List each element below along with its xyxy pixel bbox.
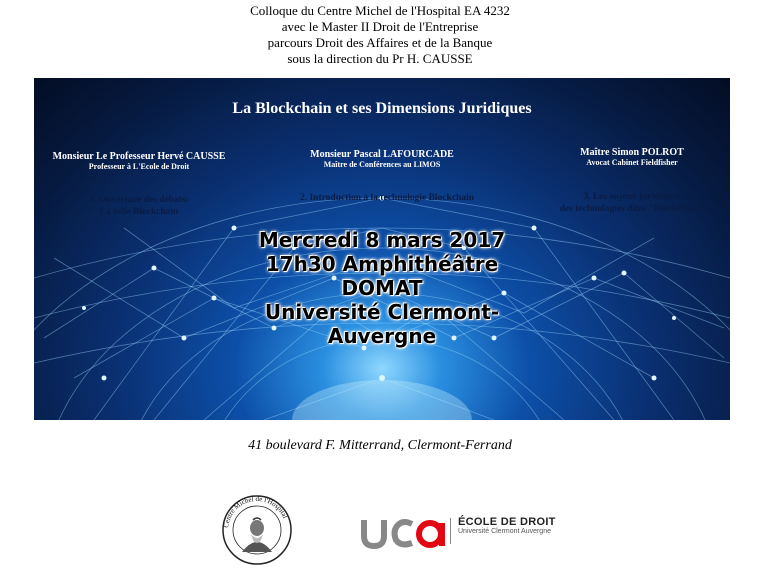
header-line-2: avec le Master II Droit de l'Entreprise xyxy=(281,19,479,34)
banner-title: La Blockchain et ses Dimensions Juridiques xyxy=(232,100,532,117)
header-line-1: Colloque du Centre Michel de l'Hospital EA 4232 xyxy=(250,3,510,18)
event-banner xyxy=(34,78,730,420)
speaker-3 xyxy=(534,147,730,167)
event-details xyxy=(34,228,730,348)
topic-1-line-2: La folie Blockchain xyxy=(99,207,179,217)
university-name: Université Clermont Auvergne xyxy=(458,528,551,535)
topic-3 xyxy=(534,191,730,215)
school-name: ÉCOLE DE DROIT xyxy=(458,516,556,528)
header-line-3: parcours Droit des Affaires et de la Banque xyxy=(267,35,493,50)
event-date: Mercredi 8 mars 2017 xyxy=(258,228,506,252)
speaker-2-role: Maître de Conférences au LIMOS xyxy=(323,160,441,169)
speaker-2-name: Monsieur Pascal LAFOURCADE xyxy=(310,149,454,160)
venue-address: 41 boulevard F. Mitterrand, Clermont-Ferrand xyxy=(248,438,512,453)
topic-1 xyxy=(54,194,224,218)
header-line-4: sous la direction du Pr H. CAUSSE xyxy=(287,51,473,66)
uca-ecole-de-droit-logo xyxy=(360,512,560,552)
speaker-3-role: Avocat Cabinet Fieldfisher xyxy=(586,158,678,167)
event-university-line-1: Université Clermont- xyxy=(264,300,500,324)
event-university-line-2: Auvergne xyxy=(327,324,437,348)
topic-2-line-1: 2. Introduction à la technologie Blockchain xyxy=(299,193,474,203)
logo-separator xyxy=(450,518,451,544)
topic-1-line-1: 1. Ouverture des débats: xyxy=(89,195,189,205)
speaker-1-name: Monsieur Le Professeur Hervé CAUSSE xyxy=(52,151,226,162)
centre-michel-de-l-hospital-seal xyxy=(218,490,296,566)
speaker-1-role: Professeur à L'Ecole de Droit xyxy=(88,162,190,171)
event-room: DOMAT xyxy=(341,276,423,300)
ecole-de-droit-text xyxy=(458,516,556,535)
topic-3-line-2: des technologies dites "Blockchain" xyxy=(559,204,705,214)
speaker-3-name: Maître Simon POLROT xyxy=(580,147,684,158)
speaker-2 xyxy=(277,149,487,169)
seal-icon xyxy=(218,490,296,566)
speaker-1 xyxy=(34,151,244,171)
uca-logo-icon xyxy=(360,512,450,552)
seal-text: Centre Michel de l'Hospital xyxy=(222,494,290,529)
topic-3-line-1: 3. Les enjeux juridiques xyxy=(583,192,681,202)
event-time-venue: 17h30 Amphithéâtre xyxy=(265,252,499,276)
topic-2 xyxy=(262,192,512,204)
